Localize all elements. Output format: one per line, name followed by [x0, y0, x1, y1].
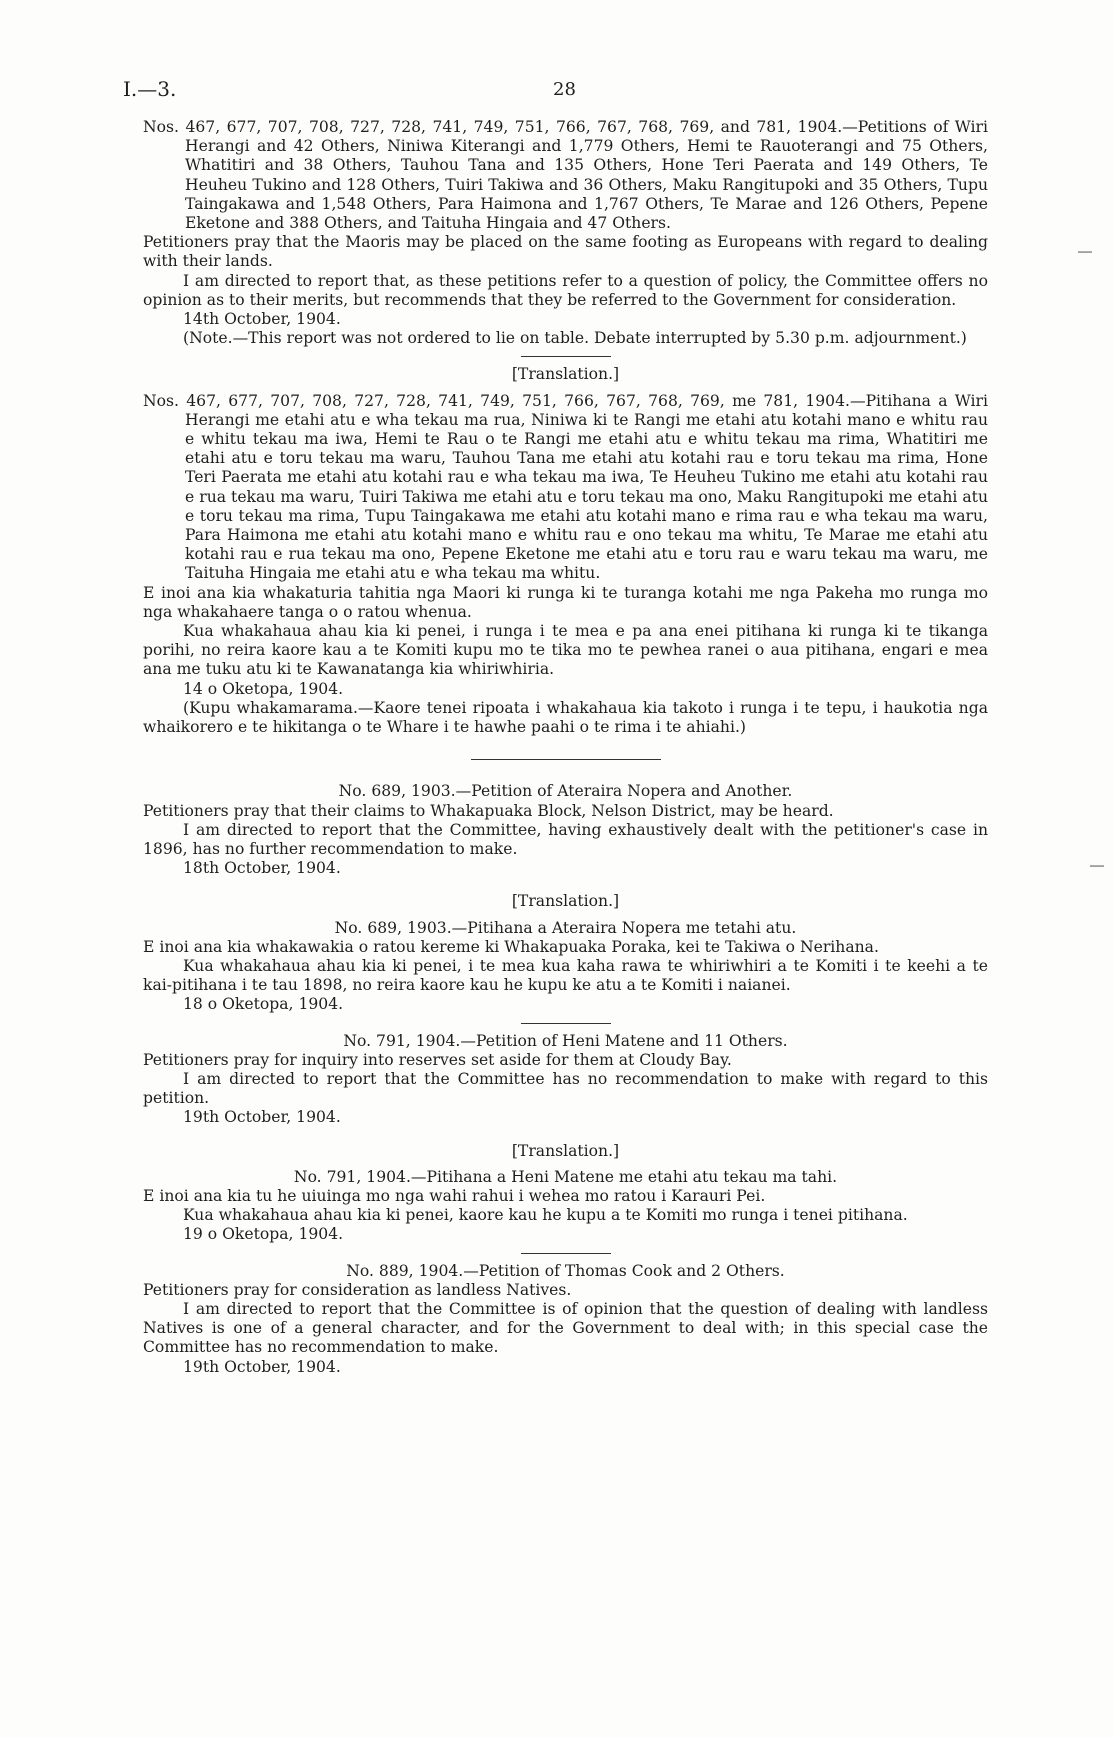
- petition-prayer: Petitioners pray for inquiry into reserves set aside for them at Cloudy Bay.: [143, 1050, 732, 1069]
- margin-mark: ―: [1090, 858, 1104, 874]
- petition-prayer: Petitioners pray that their claims to Whakapuaka Block, Nelson District, may be heard.: [143, 801, 834, 820]
- divider: [521, 356, 611, 357]
- translated-note: (Kupu whakamarama.—Kaore tenei ripoata i whakahaua kia takoto i runga i te tepu, i haukotia nga whaikorero e te hikitanga o te Whare i te hawhe paahi o te rima i te ahiahi.): [143, 698, 988, 737]
- report-date: 19th October, 1904.: [183, 1108, 341, 1127]
- translated-prayer: E inoi ana kia tu he uiuinga mo nga wahi rahui i wehea mo ratou i Karauri Pei.: [143, 1186, 766, 1205]
- translated-date: 18 o Oketopa, 1904.: [183, 995, 344, 1014]
- divider: [521, 1023, 611, 1024]
- report-date: 19th October, 1904.: [183, 1357, 341, 1376]
- translated-report: Kua whakahaua ahau kia ki penei, kaore kau he kupu a te Komiti mo runga i tenei pitihana.: [183, 1206, 908, 1225]
- committee-report: I am directed to report that the Committee has no recommendation to make with regard to this petition.: [143, 1069, 988, 1108]
- translation-label: [Translation.]: [511, 892, 620, 911]
- committee-report: I am directed to report that the Committee is of opinion that the question of dealing with landless Natives is one of a general character, and for the Government to deal with; in this special case the Committee has no recommendation to make.: [143, 1299, 988, 1357]
- report-date: 14th October, 1904.: [183, 310, 341, 329]
- report-note: (Note.—This report was not ordered to lie on table. Debate interrupted by 5.30 p.m. adjournment.): [183, 329, 967, 348]
- document-page: [123, 77, 988, 1377]
- translation-label: [Translation.]: [511, 1141, 620, 1160]
- committee-report: I am directed to report that the Committee, having exhaustively dealt with the petitioner's case in 1896, has no further recommendation to make.: [143, 820, 988, 858]
- translated-date: 19 o Oketopa, 1904.: [183, 1225, 344, 1244]
- divider: [521, 1253, 611, 1254]
- translated-petition-title: No. 791, 1904.—Pitihana a Heni Matene me etahi atu tekau ma tahi.: [293, 1167, 838, 1186]
- margin-mark: ―: [1078, 244, 1092, 260]
- page-number: 28: [553, 79, 576, 100]
- petition-title: No. 689, 1903.—Petition of Ateraira Nopera and Another.: [338, 782, 793, 801]
- translation-label: [Translation.]: [511, 365, 620, 384]
- petition-prayer: Petitioners pray for consideration as landless Natives.: [143, 1280, 572, 1299]
- petition-title: Nos. 467, 677, 707, 708, 727, 728, 741, 749, 751, 766, 767, 768, 769, and 781, 1904.—Petitions of Wiri Herangi and 42 Others, Niniwa Kiterangi and 1,779 Others, Hemi te Rauoterangi and 75 Others, Whatitiri and 38 Others, Tauhou Tana and 135 Others, Hone Teri Paerata and 149 Others, Te Heuheu Tukino and 128 Others, Tuiri Takiwa and 36 Others, Maku Rangitupoki and 35 Others, Tupu Taingakawa and 1,548 Others, Para Haimona and 1,767 Others, Te Marae and 126 Others, Pepene Eketone and 388 Others, and Taituha Hingaia and 47 Others.: [143, 118, 988, 233]
- translated-report: Kua whakahaua ahau kia ki penei, i runga i te mea e pa ana enei pitihana ki runga ki te tikanga porihi, no reira kaore kau a te Komiti kupu mo te tika mo te pewhea ranei o aua pitihana, engari e mea ana me tuku atu ki te Kawanatanga kia whiriwhiria.: [143, 622, 988, 679]
- section-divider: [471, 759, 661, 760]
- translated-prayer: E inoi ana kia whakawakia o ratou kereme ki Whakapuaka Poraka, kei te Takiwa o Nerihana.: [143, 937, 879, 956]
- translated-petition-title: No. 689, 1903.—Pitihana a Ateraira Nopera me tetahi atu.: [334, 918, 797, 937]
- committee-report: I am directed to report that, as these petitions refer to a question of policy, the Committee offers no opinion as to their merits, but recommends that they be referred to the Government for consideration.: [143, 271, 988, 309]
- translated-report: Kua whakahaua ahau kia ki penei, i te mea kua kaha rawa te whiriwhiri a te Komiti i te keehi a te kai-pitihana i te tau 1898, no reira kaore kau he kupu ke atu a te Komiti i naianei.: [143, 956, 988, 995]
- translated-petition-title: Nos. 467, 677, 707, 708, 727, 728, 741, 749, 751, 766, 767, 768, 769, me 781, 1904.—Pitihana a Wiri Herangi me etahi atu e wha tekau ma rua, Niniwa ki te Rangi me etahi atu kotahi mano e whitu rau e whitu tekau ma iwa, Hemi te Rau o te Rangi me etahi atu e whitu tekau ma rima, Whatitiri me etahi atu e toru tekau ma waru, Tauhou Tana me etahi atu kotahi rau e toru tekau ma rima, Hone Teri Paerata me etahi atu kotahi rau e wha tekau ma iwa, Te Heuheu Tukino me etahi atu kotahi rau e rua tekau ma waru, Tuiri Takiwa me etahi atu e toru tekau ma ono, Maku Rangitupoki me etahi atu e toru tekau ma rima, Tupu Taingakawa me etahi atu kotahi mano e rima rau e wha tekau ma waru, Para Haimona me etahi atu kotahi mano e whitu rau e ono tekau ma whitu, Te Marae me etahi atu kotahi rau e rua tekau ma ono, Pepene Eketone me etahi atu e toru rau e waru tekau ma waru, me Taituha Hingaia me etahi atu e wha tekau ma whitu.: [143, 391, 988, 583]
- paper-reference: I.—3.: [123, 77, 177, 101]
- page-header: [123, 77, 988, 110]
- petition-title: No. 889, 1904.—Petition of Thomas Cook and 2 Others.: [346, 1261, 785, 1280]
- petition-title: No. 791, 1904.—Petition of Heni Matene and 11 Others.: [343, 1031, 788, 1050]
- translated-date: 14 o Oketopa, 1904.: [183, 679, 344, 698]
- petition-prayer: Petitioners pray that the Maoris may be placed on the same footing as Europeans with regard to dealing with their lands.: [143, 233, 988, 271]
- report-date: 18th October, 1904.: [183, 859, 341, 878]
- translated-prayer: E inoi ana kia whakaturia tahitia nga Maori ki runga ki te turanga kotahi me nga Pakeha mo runga mo nga whakahaere tanga o o ratou whenua.: [143, 583, 988, 621]
